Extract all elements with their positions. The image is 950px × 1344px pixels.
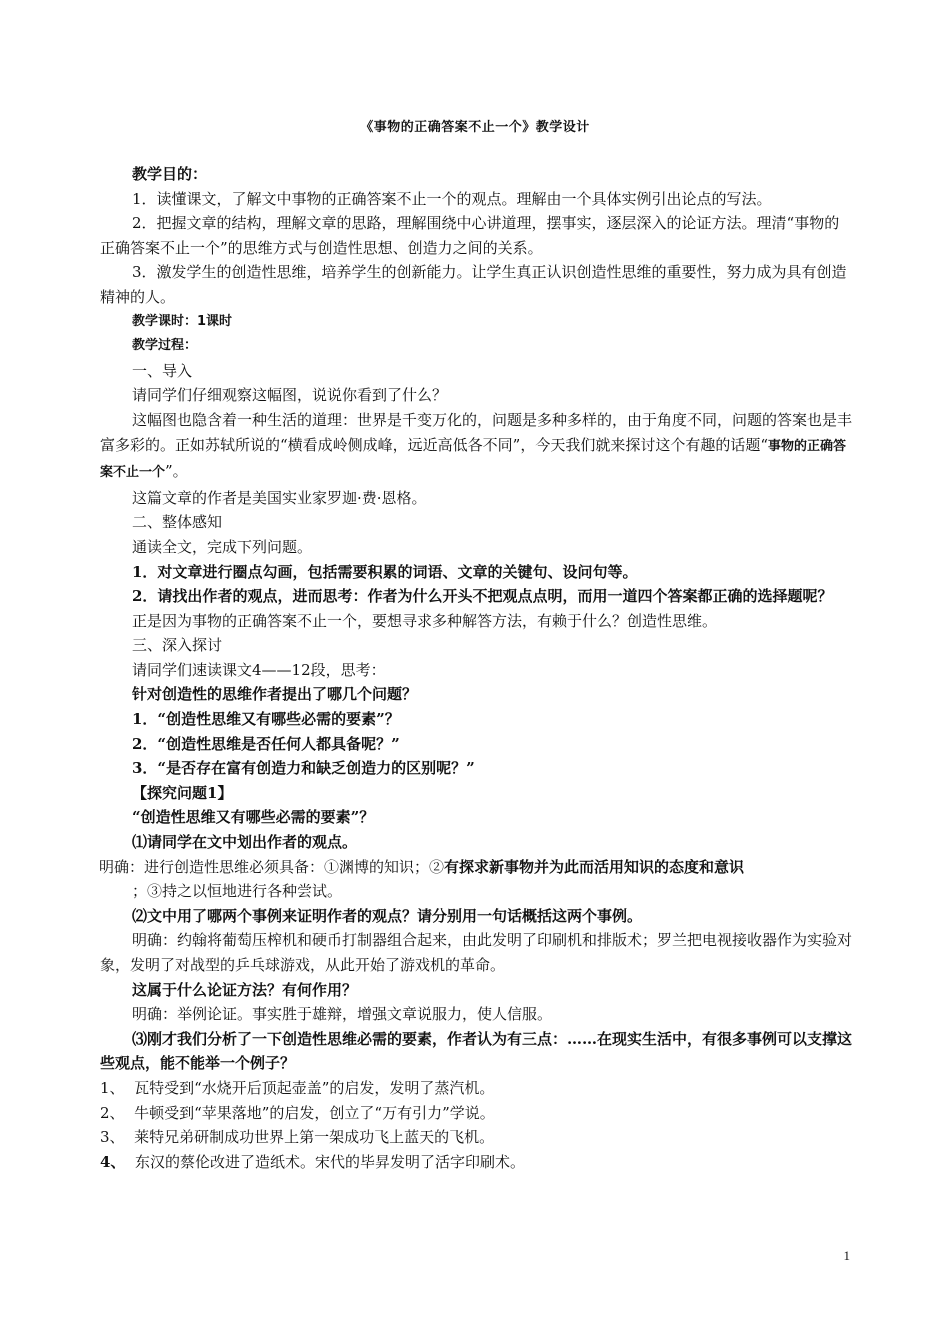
process-heading: 教学过程：: [132, 338, 198, 354]
class-hours: 教学课时：1课时: [132, 313, 233, 329]
example-text: 莱特兄弟研制成功世界上第一架成功飞上蓝天的飞机。: [134, 1128, 495, 1147]
sub-answer-1-text: 明确：进行创造性思维必须具备：①渊博的知识；②: [99, 857, 445, 876]
inquiry-label: 【探究问题1】: [132, 783, 233, 802]
section1-author: 这篇文章的作者是美国实业家罗迦·费·恩格。: [132, 488, 427, 507]
example-item-4: [100, 1150, 852, 1175]
method-question: 这属于什么论证方法？有何作用？: [132, 980, 358, 999]
section2-question-2: 2．请找出作者的观点，进而思考：作者为什么开头不把观点点明，而用一道四个答案都正确的选择题呢？: [132, 587, 833, 606]
sub-answer-1-end: ；③持之以恒地进行各种尝试。: [132, 882, 343, 901]
sub-question-1: ⑴请同学在文中划出作者的观点。: [132, 833, 358, 852]
example-num: 4、: [100, 1152, 126, 1171]
section3-heading: 三、深入探讨: [132, 636, 223, 655]
document-body: [100, 162, 852, 1174]
example-text: 瓦特受到“水烧开后顶起壶盖”的启发，发明了蒸汽机。: [134, 1078, 495, 1097]
section1-paragraph-end: ”。: [165, 462, 188, 481]
example-item-3: [100, 1125, 852, 1150]
inquiry-question: “创造性思维又有哪些必需的要素”？: [132, 808, 375, 827]
section1-paragraph: [100, 408, 852, 486]
sub-answer-1-bold: 有探求新事物并为此而活用知识的态度和意识: [444, 857, 745, 876]
page-number: 1: [843, 1248, 850, 1263]
sub-answer-1: [99, 855, 852, 880]
example-num: 1、: [100, 1078, 125, 1097]
section2-intro: 通读全文，完成下列问题。: [132, 537, 313, 556]
example-num: 2、: [100, 1103, 125, 1122]
sub-question-3: ⑶刚才我们分析了一下创造性思维必需的要素，作者认为有三点：……在现实生活中，有很多事例可以支撑这些观点，能不能举一个例子？: [100, 1029, 853, 1073]
example-text: 牛顿受到“苹果落地”的启发，创立了“万有引力”学说。: [134, 1103, 495, 1122]
document-title: 《事物的正确答案不止一个》教学设计: [360, 120, 590, 135]
section3-question: 针对创造性的思维作者提出了哪几个问题？: [132, 685, 418, 704]
section3-list-item-1: 1．“创造性思维又有哪些必需的要素”？: [132, 710, 400, 729]
section2-heading: 二、整体感知: [132, 513, 223, 532]
objective-item-3: 3．激发学生的创造性思维，培养学生的创新能力。让学生真正认识创造性思维的重要性，努力成为具有创造精神的人。: [100, 263, 847, 306]
example-num: 3、: [100, 1128, 125, 1147]
objective-item-2: 2．把握文章的结构，理解文章的思路，理解围绕中心讲道理，摆事实，逐层深入的论证方法。理清“事物的正确答案不止一个”的思维方式与创造性思想、创造力之间的关系。: [100, 214, 840, 257]
example-item-1: [100, 1076, 852, 1101]
objective-item-1: 1．读懂课文，了解文中事物的正确答案不止一个的观点。理解由一个具体实例引出论点的写法。: [132, 189, 772, 208]
section2-answer-2: 正是因为事物的正确答案不止一个，要想寻求多种解答方法，有赖于什么？创造性思维。: [132, 611, 718, 630]
method-answer: 明确：举例论证。事实胜于雄辩，增强文章说服力，使人信服。: [132, 1005, 553, 1024]
section1-topic: 事物的正确答案不止一个: [100, 438, 847, 481]
section1-heading: 一、导入: [132, 361, 193, 380]
section3-intro: 请同学们速读课文4——12段，思考：: [132, 660, 386, 679]
section3-list-item-2: 2．“创造性思维是否任何人都具备呢？”: [132, 734, 400, 753]
sub-question-2: ⑵文中用了哪两个事例来证明作者的观点？请分别用一句话概括这两个事例。: [132, 906, 643, 925]
section3-list-item-3: 3．“是否存在富有创造力和缺乏创造力的区别呢？”: [132, 759, 475, 778]
section1-question: 请同学们仔细观察这幅图，说说你看到了什么？: [132, 386, 448, 405]
example-item-2: [100, 1101, 852, 1126]
sub-answer-2: 明确：约翰将葡萄压榨机和硬币打制器组合起来，由此发明了印刷机和排版术；罗兰把电视接收器作为实验对象，发明了对战型的乒乓球游戏，从此开始了游戏机的革命。: [100, 931, 853, 974]
section1-paragraph-text: 这幅图也隐含着一种生活的道理：世界是千变万化的，问题是多种多样的，由于角度不同，问题的答案也是丰富多彩的。正如苏轼所说的“横看成岭侧成峰，远近高低各不同”，今天我们就来探讨这个有趣的话题“: [100, 410, 853, 454]
section2-question-1: 1．对文章进行圈点勾画，包括需要积累的词语、文章的关键句、设问句等。: [132, 562, 638, 581]
objectives-heading: 教学目的：: [132, 165, 208, 183]
example-text: 东汉的蔡伦改进了造纸术。宋代的毕昇发明了活字印刷术。: [134, 1152, 525, 1171]
